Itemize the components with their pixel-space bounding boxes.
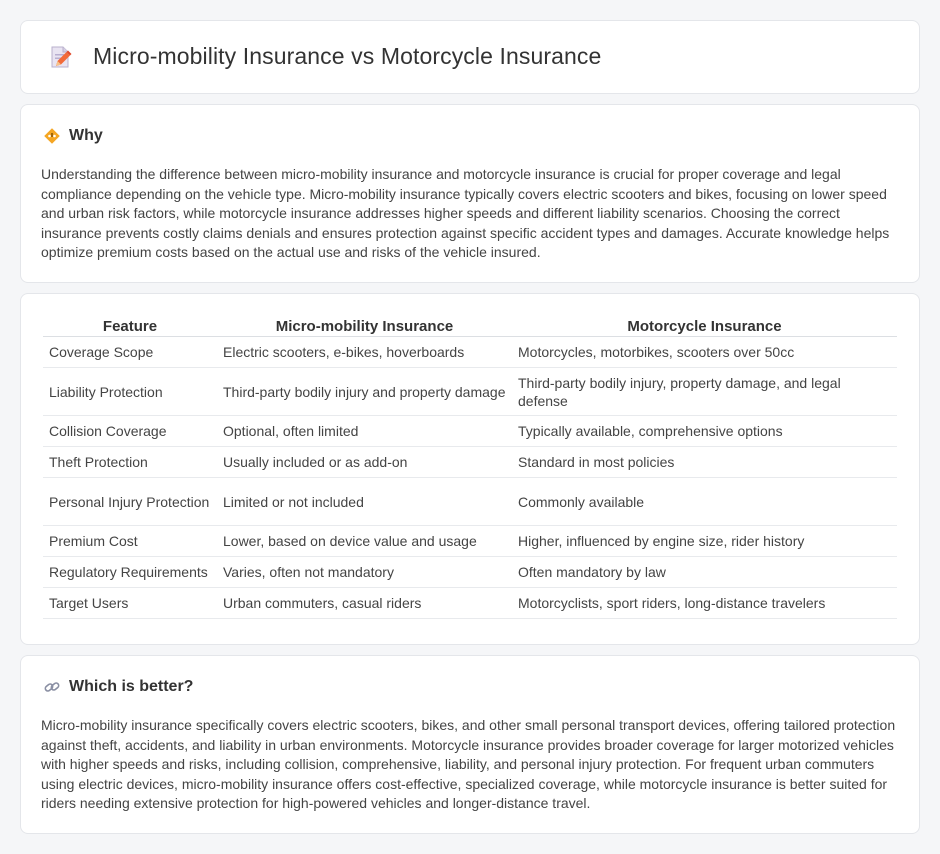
link-icon (43, 678, 61, 696)
why-heading-row (43, 127, 103, 145)
why-text: Understanding the difference between micro-mobility insurance and motorcycle insurance is crucial for proper coverage and legal compliance depending on the vehicle type. Micro-mobility insurance typically covers electric scooters and bikes, focusing on lower speed and urban risk factors, while motorcycle insurance addresses higher speeds and different liability scenarios. Choosing the correct insurance prevents costly claims denials and ensures protection against specific accident types and damages. Accurate knowledge helps optimize premium costs based on the actual use and risks of the vehicle insured. (41, 166, 890, 261)
micro-mobility-cell: Electric scooters, e-bikes, hoverboards (217, 337, 512, 368)
micro-mobility-cell: Lower, based on device value and usage (217, 526, 512, 557)
feature-cell: Coverage Scope (43, 337, 217, 368)
diamond-warning-icon (43, 127, 61, 145)
feature-cell: Personal Injury Protection (43, 478, 217, 526)
micro-mobility-cell: Varies, often not mandatory (217, 557, 512, 588)
feature-cell: Liability Protection (43, 368, 217, 416)
feature-cell: Premium Cost (43, 526, 217, 557)
motorcycle-cell: Commonly available (512, 478, 897, 526)
comparison-table-card (20, 293, 920, 645)
why-heading: Why (69, 127, 103, 144)
table-row (43, 337, 897, 368)
document-pencil-icon (47, 44, 73, 70)
table-row (43, 447, 897, 478)
feature-cell: Target Users (43, 588, 217, 619)
micro-mobility-cell: Optional, often limited (217, 416, 512, 447)
table-row (43, 478, 897, 526)
motorcycle-cell: Higher, influenced by engine size, rider history (512, 526, 897, 557)
header-motorcycle: Motorcycle Insurance (512, 316, 897, 337)
feature-cell: Collision Coverage (43, 416, 217, 447)
table-row (43, 526, 897, 557)
motorcycle-cell: Motorcycles, motorbikes, scooters over 50cc (512, 337, 897, 368)
motorcycle-cell: Often mandatory by law (512, 557, 897, 588)
motorcycle-cell: Motorcyclists, sport riders, long-distance travelers (512, 588, 897, 619)
why-card (20, 104, 920, 283)
motorcycle-cell: Typically available, comprehensive options (512, 416, 897, 447)
title-bar (47, 43, 601, 70)
better-heading: Which is better? (69, 678, 194, 695)
motorcycle-cell: Third-party bodily injury, property damage, and legal defense (512, 368, 897, 416)
feature-cell: Theft Protection (43, 447, 217, 478)
header-feature: Feature (43, 316, 217, 337)
table-row (43, 557, 897, 588)
micro-mobility-cell: Third-party bodily injury and property damage (217, 368, 512, 416)
table-header-row (43, 316, 897, 337)
header-micro-mobility: Micro-mobility Insurance (217, 316, 512, 337)
title-card (20, 20, 920, 94)
page-title: Micro-mobility Insurance vs Motorcycle Insurance (93, 43, 602, 69)
micro-mobility-cell: Limited or not included (217, 478, 512, 526)
motorcycle-cell: Standard in most policies (512, 447, 897, 478)
comparison-table (43, 316, 897, 619)
which-better-card (20, 655, 920, 834)
better-heading-row (43, 678, 193, 696)
table-row (43, 416, 897, 447)
micro-mobility-cell: Usually included or as add-on (217, 447, 512, 478)
better-text: Micro-mobility insurance specifically covers electric scooters, bikes, and other small personal transport devices, offering tailored protection against theft, accidents, and liability in urban environments. Motorcycle insurance provides broader coverage for larger motorized vehicles with higher speeds and risks, including collision, comprehensive, liability, and personal injury protection. For frequent urban commuters using electric devices, micro-mobility insurance offers cost-effective, specialized coverage, while motorcycle insurance is better suited for riders needing extensive protection for high-powered vehicles and longer-distance travel. (41, 717, 896, 812)
feature-cell: Regulatory Requirements (43, 557, 217, 588)
table-row (43, 588, 897, 619)
table-row (43, 368, 897, 416)
micro-mobility-cell: Urban commuters, casual riders (217, 588, 512, 619)
